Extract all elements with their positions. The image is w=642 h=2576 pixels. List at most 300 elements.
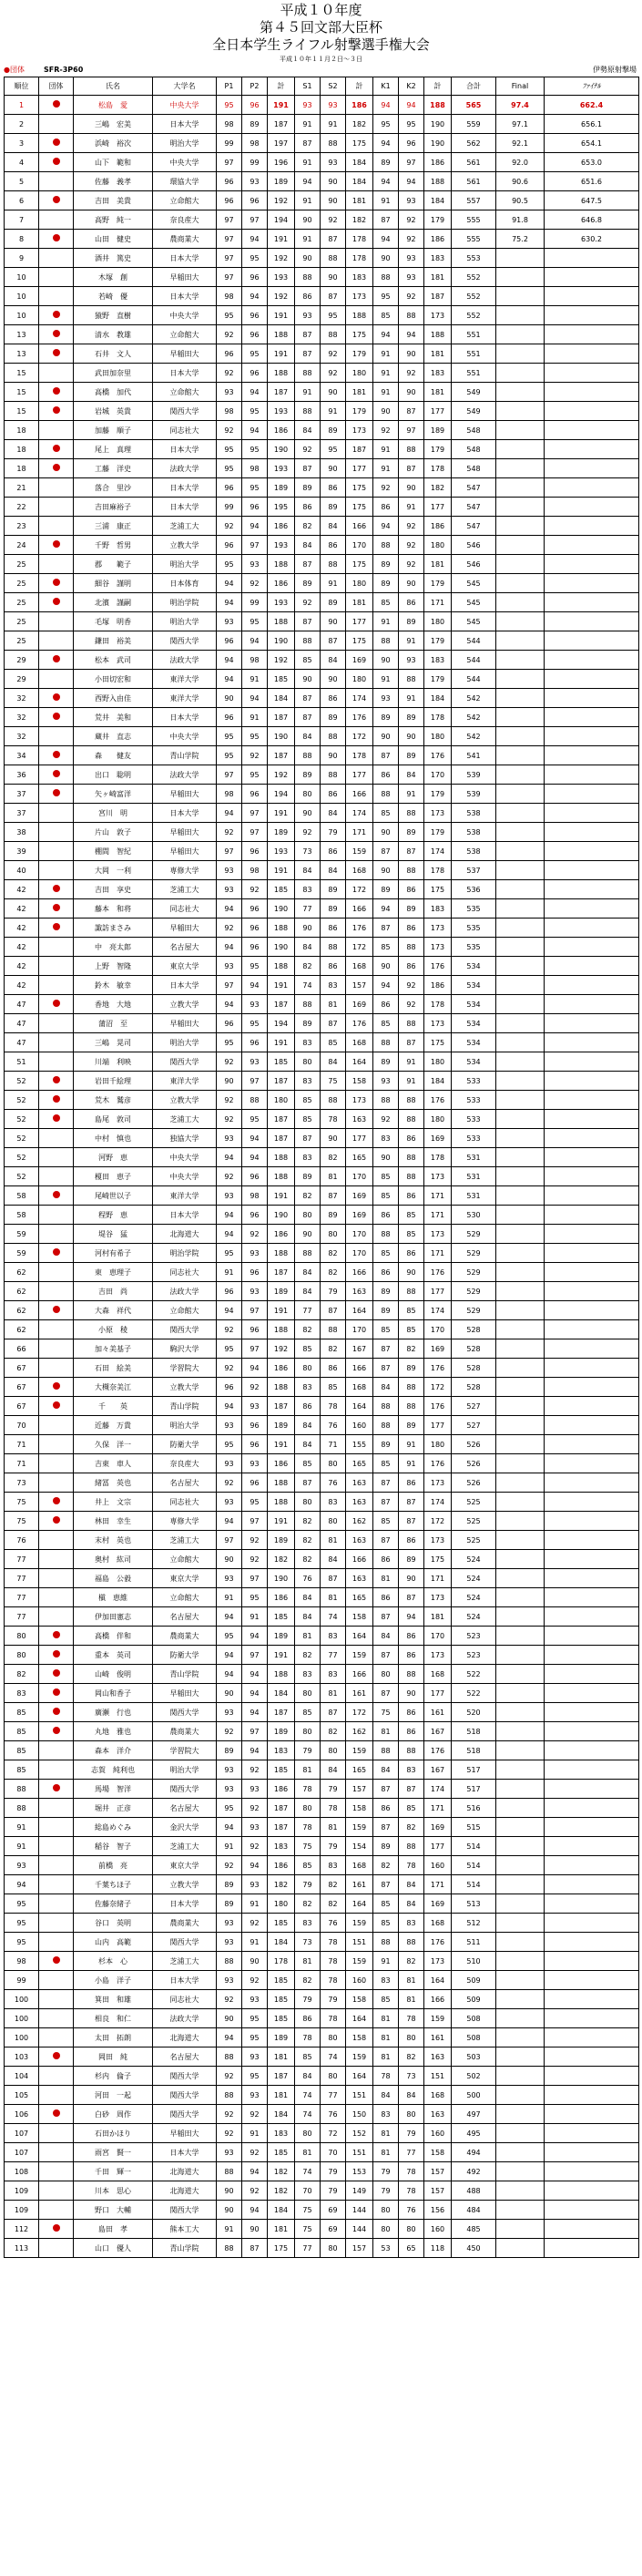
rank-cell: 10 bbox=[5, 287, 39, 306]
score-cell: 86 bbox=[321, 785, 346, 804]
score-cell: 87 bbox=[295, 459, 321, 478]
score-cell: 95 bbox=[217, 1435, 242, 1454]
score-cell: 86 bbox=[295, 1397, 321, 1416]
score-cell: 92 bbox=[399, 517, 424, 536]
score-cell: 88 bbox=[399, 1091, 424, 1110]
score-cell: 182 bbox=[424, 478, 452, 498]
total-cell: 528 bbox=[452, 1378, 496, 1397]
score-cell: 95 bbox=[321, 440, 346, 459]
score-cell: 78 bbox=[321, 1799, 346, 1818]
score-cell: 166 bbox=[346, 1550, 373, 1569]
score-cell: 89 bbox=[373, 1435, 399, 1454]
score-cell: 188 bbox=[268, 1148, 295, 1167]
score-cell: 90 bbox=[399, 344, 424, 364]
team-cell bbox=[39, 440, 74, 459]
score-cell: 159 bbox=[346, 842, 373, 861]
score-cell: 81 bbox=[373, 1569, 399, 1588]
score-cell: 88 bbox=[373, 1225, 399, 1244]
name-cell: 蒲沼 至 bbox=[74, 1014, 153, 1033]
total-cell: 524 bbox=[452, 1588, 496, 1607]
name-cell: 吉田 尚 bbox=[74, 1282, 153, 1301]
score-cell: 83 bbox=[373, 1129, 399, 1148]
score-cell: 92 bbox=[242, 1531, 268, 1550]
score-cell: 91 bbox=[217, 2220, 242, 2239]
score-cell: 88 bbox=[321, 1091, 346, 1110]
total-cell: 542 bbox=[452, 689, 496, 708]
score-cell: 191 bbox=[268, 804, 295, 823]
score-cell: 166 bbox=[424, 1990, 452, 2009]
score-cell: 151 bbox=[346, 2086, 373, 2105]
score-cell: 194 bbox=[268, 785, 295, 804]
score-cell: 186 bbox=[268, 1359, 295, 1378]
grand-total-cell bbox=[545, 1818, 639, 1837]
score-cell: 177 bbox=[346, 1129, 373, 1148]
score-cell: 193 bbox=[268, 536, 295, 555]
team-cell bbox=[39, 1952, 74, 1971]
school-cell: 北海道大 bbox=[153, 2162, 217, 2181]
name-cell: 吉田麻裕子 bbox=[74, 498, 153, 517]
total-cell: 557 bbox=[452, 191, 496, 210]
team-cell bbox=[39, 2181, 74, 2201]
score-cell: 191 bbox=[268, 1301, 295, 1320]
team-cell bbox=[39, 1914, 74, 1933]
grand-total-cell bbox=[545, 1531, 639, 1550]
name-cell: 中 亮太郎 bbox=[74, 938, 153, 957]
score-cell: 157 bbox=[424, 2181, 452, 2201]
grand-total-cell bbox=[545, 1014, 639, 1033]
score-cell: 159 bbox=[346, 1952, 373, 1971]
team-cell bbox=[39, 1454, 74, 1473]
name-cell: 石田かほり bbox=[74, 2124, 153, 2143]
name-cell: 重本 英司 bbox=[74, 1646, 153, 1665]
team-cell bbox=[39, 1072, 74, 1091]
grand-total-cell bbox=[545, 1799, 639, 1818]
school-cell: 中央大学 bbox=[153, 1167, 217, 1186]
grand-total-cell bbox=[545, 1435, 639, 1454]
final-cell bbox=[496, 344, 545, 364]
score-cell: 86 bbox=[373, 765, 399, 785]
name-cell: 荒木 鷲彦 bbox=[74, 1091, 153, 1110]
team-cell bbox=[39, 2086, 74, 2105]
name-cell: 佐藤 義孝 bbox=[74, 172, 153, 191]
team-cell bbox=[39, 1550, 74, 1569]
score-cell: 93 bbox=[321, 153, 346, 172]
score-cell: 96 bbox=[242, 899, 268, 919]
score-cell: 174 bbox=[424, 1493, 452, 1512]
score-cell: 82 bbox=[373, 1856, 399, 1875]
score-cell: 92 bbox=[217, 2124, 242, 2143]
team-dot-icon bbox=[53, 1650, 60, 1657]
score-cell: 89 bbox=[321, 421, 346, 440]
team-cell bbox=[39, 1339, 74, 1359]
score-cell: 74 bbox=[295, 976, 321, 995]
team-dot-icon bbox=[53, 579, 60, 586]
score-cell: 91 bbox=[295, 230, 321, 249]
final-cell bbox=[496, 2181, 545, 2201]
team-cell bbox=[39, 1665, 74, 1684]
score-cell: 85 bbox=[399, 1225, 424, 1244]
table-row bbox=[5, 1378, 639, 1397]
name-cell: 落合 里沙 bbox=[74, 478, 153, 498]
score-cell: 186 bbox=[268, 574, 295, 593]
table-row bbox=[5, 1091, 639, 1110]
score-cell: 91 bbox=[373, 612, 399, 631]
rank-cell: 71 bbox=[5, 1435, 39, 1454]
score-cell: 95 bbox=[217, 96, 242, 115]
school-cell: 明治大学 bbox=[153, 1416, 217, 1435]
name-cell: 島尾 敦司 bbox=[74, 1110, 153, 1129]
score-cell: 91 bbox=[242, 708, 268, 727]
score-cell: 85 bbox=[295, 1339, 321, 1359]
score-cell: 174 bbox=[424, 1780, 452, 1799]
score-cell: 160 bbox=[346, 1971, 373, 1990]
score-cell: 92 bbox=[242, 1799, 268, 1818]
score-cell: 179 bbox=[424, 210, 452, 230]
score-cell: 92 bbox=[217, 1722, 242, 1741]
score-cell: 173 bbox=[424, 306, 452, 325]
grand-total-cell bbox=[545, 555, 639, 574]
score-cell: 91 bbox=[295, 383, 321, 402]
rank-cell: 66 bbox=[5, 1339, 39, 1359]
grand-total-cell bbox=[545, 1416, 639, 1435]
school-cell: 早稲田大 bbox=[153, 344, 217, 364]
score-cell: 179 bbox=[346, 402, 373, 421]
score-cell: 92 bbox=[242, 1378, 268, 1397]
rank-cell: 32 bbox=[5, 708, 39, 727]
score-cell: 187 bbox=[268, 1818, 295, 1837]
score-cell: 170 bbox=[424, 765, 452, 785]
school-cell: 芝浦工大 bbox=[153, 1531, 217, 1550]
table-row bbox=[5, 1454, 639, 1473]
score-cell: 88 bbox=[399, 1665, 424, 1684]
team-cell bbox=[39, 134, 74, 153]
team-dot-icon bbox=[53, 751, 60, 758]
score-cell: 79 bbox=[373, 2162, 399, 2181]
score-cell: 80 bbox=[399, 2028, 424, 2047]
score-cell: 84 bbox=[373, 1378, 399, 1397]
final-cell bbox=[496, 1339, 545, 1359]
school-cell: 中央大学 bbox=[153, 153, 217, 172]
score-cell: 93 bbox=[217, 1416, 242, 1435]
name-cell: 末村 英也 bbox=[74, 1531, 153, 1550]
score-cell: 180 bbox=[424, 536, 452, 555]
score-cell: 83 bbox=[295, 1148, 321, 1167]
grand-total-cell bbox=[545, 1493, 639, 1512]
column-header: P2 bbox=[242, 77, 268, 96]
score-cell: 89 bbox=[373, 1301, 399, 1320]
score-cell: 151 bbox=[424, 2067, 452, 2086]
score-cell: 98 bbox=[217, 402, 242, 421]
score-cell: 90 bbox=[399, 574, 424, 593]
score-cell: 166 bbox=[346, 1263, 373, 1282]
score-cell: 92 bbox=[242, 1225, 268, 1244]
final-cell bbox=[496, 651, 545, 670]
name-cell: 千野 哲男 bbox=[74, 536, 153, 555]
score-cell: 84 bbox=[295, 1282, 321, 1301]
score-cell: 94 bbox=[217, 1512, 242, 1531]
grand-total-cell bbox=[545, 1033, 639, 1052]
column-header: ﾌｧｲﾅﾙ bbox=[545, 77, 639, 96]
score-cell: 184 bbox=[424, 1072, 452, 1091]
score-cell: 93 bbox=[217, 1703, 242, 1722]
table-row bbox=[5, 1186, 639, 1206]
team-cell bbox=[39, 880, 74, 899]
name-cell: 三嶋 晃司 bbox=[74, 1033, 153, 1052]
score-cell: 81 bbox=[321, 995, 346, 1014]
score-cell: 90 bbox=[321, 191, 346, 210]
score-cell: 93 bbox=[242, 1282, 268, 1301]
title-year: 平成１０年度 bbox=[280, 2, 362, 18]
score-cell: 95 bbox=[242, 440, 268, 459]
score-cell: 83 bbox=[399, 1760, 424, 1780]
grand-total-cell bbox=[545, 1072, 639, 1091]
table-row bbox=[5, 383, 639, 402]
total-cell: 546 bbox=[452, 536, 496, 555]
score-cell: 178 bbox=[424, 1148, 452, 1167]
score-cell: 93 bbox=[373, 1072, 399, 1091]
school-cell: 早稲田大 bbox=[153, 2124, 217, 2143]
score-cell: 87 bbox=[373, 1818, 399, 1837]
team-cell bbox=[39, 230, 74, 249]
grand-total-cell: 662.4 bbox=[545, 96, 639, 115]
grand-total-cell bbox=[545, 1684, 639, 1703]
rank-cell: 109 bbox=[5, 2201, 39, 2220]
score-cell: 89 bbox=[217, 1741, 242, 1760]
score-cell: 183 bbox=[424, 899, 452, 919]
team-cell bbox=[39, 1856, 74, 1875]
score-cell: 94 bbox=[399, 172, 424, 191]
score-cell: 94 bbox=[242, 230, 268, 249]
grand-total-cell bbox=[545, 823, 639, 842]
score-cell: 82 bbox=[321, 1894, 346, 1914]
name-cell: 石井 文人 bbox=[74, 344, 153, 364]
score-cell: 173 bbox=[424, 804, 452, 823]
score-cell: 80 bbox=[321, 1225, 346, 1244]
score-cell: 83 bbox=[295, 1033, 321, 1052]
total-cell: 538 bbox=[452, 823, 496, 842]
grand-total-cell bbox=[545, 1225, 639, 1244]
score-cell: 168 bbox=[346, 1378, 373, 1397]
final-cell bbox=[496, 899, 545, 919]
name-cell: 島田 孝 bbox=[74, 2220, 153, 2239]
grand-total-cell bbox=[545, 2239, 639, 2258]
score-cell: 92 bbox=[242, 1837, 268, 1856]
score-cell: 84 bbox=[295, 727, 321, 746]
team-cell bbox=[39, 1052, 74, 1072]
table-row bbox=[5, 1416, 639, 1435]
rank-cell: 91 bbox=[5, 1837, 39, 1856]
rank-cell: 37 bbox=[5, 785, 39, 804]
final-cell: 90.6 bbox=[496, 172, 545, 191]
total-cell: 555 bbox=[452, 210, 496, 230]
score-cell: 86 bbox=[295, 287, 321, 306]
total-cell: 548 bbox=[452, 421, 496, 440]
score-cell: 83 bbox=[321, 976, 346, 995]
rank-cell: 13 bbox=[5, 344, 39, 364]
score-cell: 163 bbox=[346, 1569, 373, 1588]
score-cell: 187 bbox=[268, 708, 295, 727]
table-row bbox=[5, 1206, 639, 1225]
score-cell: 94 bbox=[242, 1359, 268, 1378]
score-cell: 89 bbox=[217, 1875, 242, 1894]
score-cell: 80 bbox=[321, 1454, 346, 1473]
score-cell: 87 bbox=[321, 230, 346, 249]
name-cell: 香地 大地 bbox=[74, 995, 153, 1014]
score-cell: 89 bbox=[295, 1167, 321, 1186]
score-cell: 95 bbox=[242, 402, 268, 421]
name-cell: 岡田 純 bbox=[74, 2047, 153, 2067]
score-cell: 168 bbox=[346, 861, 373, 880]
team-cell bbox=[39, 402, 74, 421]
score-cell: 89 bbox=[373, 1052, 399, 1072]
score-cell: 91 bbox=[295, 115, 321, 134]
score-cell: 95 bbox=[242, 478, 268, 498]
final-cell bbox=[496, 1933, 545, 1952]
score-cell: 166 bbox=[346, 899, 373, 919]
name-cell: 諏訪まさみ bbox=[74, 919, 153, 938]
name-cell: 丸地 雅也 bbox=[74, 1722, 153, 1741]
total-cell: 516 bbox=[452, 1799, 496, 1818]
score-cell: 189 bbox=[268, 1627, 295, 1646]
score-cell: 187 bbox=[268, 2067, 295, 2086]
score-cell: 83 bbox=[295, 880, 321, 899]
team-dot-icon bbox=[53, 1248, 60, 1256]
score-cell: 83 bbox=[295, 1378, 321, 1397]
score-cell: 186 bbox=[424, 976, 452, 995]
final-cell bbox=[496, 1186, 545, 1206]
score-cell: 191 bbox=[268, 96, 295, 115]
team-cell bbox=[39, 1473, 74, 1493]
score-cell: 80 bbox=[321, 2239, 346, 2258]
score-cell: 92 bbox=[321, 344, 346, 364]
score-cell: 90 bbox=[321, 383, 346, 402]
score-cell: 78 bbox=[321, 1971, 346, 1990]
rank-cell: 100 bbox=[5, 2009, 39, 2028]
rank-cell: 52 bbox=[5, 1167, 39, 1186]
score-cell: 172 bbox=[346, 1703, 373, 1722]
score-cell: 179 bbox=[424, 670, 452, 689]
score-cell: 94 bbox=[217, 1818, 242, 1837]
score-cell: 188 bbox=[424, 172, 452, 191]
rank-cell: 105 bbox=[5, 2086, 39, 2105]
name-cell: 細谷 謹明 bbox=[74, 574, 153, 593]
name-cell: 吉田 美貴 bbox=[74, 191, 153, 210]
score-cell: 88 bbox=[399, 1397, 424, 1416]
score-cell: 80 bbox=[373, 2220, 399, 2239]
score-cell: 92 bbox=[399, 364, 424, 383]
total-cell: 535 bbox=[452, 919, 496, 938]
team-cell bbox=[39, 785, 74, 804]
table-row bbox=[5, 1493, 639, 1512]
rank-cell: 95 bbox=[5, 1894, 39, 1914]
rank-cell: 62 bbox=[5, 1263, 39, 1282]
total-cell: 552 bbox=[452, 268, 496, 287]
school-cell: 関西大学 bbox=[153, 1703, 217, 1722]
score-cell: 183 bbox=[424, 364, 452, 383]
team-cell bbox=[39, 1320, 74, 1339]
score-cell: 79 bbox=[295, 1741, 321, 1760]
team-cell bbox=[39, 1263, 74, 1282]
grand-total-cell bbox=[545, 2028, 639, 2047]
grand-total-cell: 651.6 bbox=[545, 172, 639, 191]
score-cell: 174 bbox=[424, 842, 452, 861]
score-cell: 94 bbox=[217, 938, 242, 957]
score-cell: 81 bbox=[295, 1627, 321, 1646]
total-cell: 503 bbox=[452, 2047, 496, 2067]
score-cell: 97 bbox=[217, 153, 242, 172]
score-cell: 193 bbox=[268, 459, 295, 478]
team-cell bbox=[39, 823, 74, 842]
table-row bbox=[5, 325, 639, 344]
total-cell: 555 bbox=[452, 230, 496, 249]
school-cell: 学習院大 bbox=[153, 1359, 217, 1378]
final-cell bbox=[496, 2143, 545, 2162]
grand-total-cell bbox=[545, 593, 639, 612]
school-cell: 立命館大 bbox=[153, 383, 217, 402]
grand-total-cell bbox=[545, 287, 639, 306]
score-cell: 193 bbox=[268, 402, 295, 421]
score-cell: 87 bbox=[295, 1473, 321, 1493]
score-cell: 81 bbox=[373, 2028, 399, 2047]
table-row bbox=[5, 938, 639, 957]
school-cell: 明治学院 bbox=[153, 593, 217, 612]
score-cell: 87 bbox=[321, 287, 346, 306]
score-cell: 159 bbox=[346, 1741, 373, 1760]
total-cell: 529 bbox=[452, 1225, 496, 1244]
score-cell: 178 bbox=[346, 249, 373, 268]
score-cell: 90 bbox=[242, 1952, 268, 1971]
score-cell: 94 bbox=[217, 670, 242, 689]
name-cell: 森 健友 bbox=[74, 746, 153, 765]
school-cell: 芝浦工大 bbox=[153, 880, 217, 899]
score-cell: 99 bbox=[217, 498, 242, 517]
score-cell: 85 bbox=[373, 306, 399, 325]
score-cell: 91 bbox=[373, 191, 399, 210]
team-dot-icon bbox=[53, 1631, 60, 1638]
table-row bbox=[5, 1646, 639, 1665]
table-row bbox=[5, 96, 639, 115]
score-cell: 92 bbox=[295, 823, 321, 842]
score-cell: 88 bbox=[399, 861, 424, 880]
school-cell: 同志社大 bbox=[153, 899, 217, 919]
score-cell: 176 bbox=[424, 1359, 452, 1378]
column-header: 大学名 bbox=[153, 77, 217, 96]
score-cell: 85 bbox=[373, 1167, 399, 1186]
team-cell bbox=[39, 287, 74, 306]
team-cell bbox=[39, 1818, 74, 1837]
table-row bbox=[5, 957, 639, 976]
team-cell bbox=[39, 498, 74, 517]
rank-cell: 59 bbox=[5, 1225, 39, 1244]
score-cell: 163 bbox=[346, 1110, 373, 1129]
score-cell: 88 bbox=[295, 995, 321, 1014]
score-cell: 94 bbox=[217, 1646, 242, 1665]
score-cell: 76 bbox=[321, 1416, 346, 1435]
name-cell: 山下 範和 bbox=[74, 153, 153, 172]
score-cell: 74 bbox=[295, 2105, 321, 2124]
rank-cell: 91 bbox=[5, 1818, 39, 1837]
grand-total-cell bbox=[545, 1875, 639, 1894]
grand-total-cell bbox=[545, 919, 639, 938]
column-header: 合計 bbox=[452, 77, 496, 96]
column-header: S1 bbox=[295, 77, 321, 96]
score-cell: 90 bbox=[321, 172, 346, 191]
final-cell bbox=[496, 1033, 545, 1052]
grand-total-cell bbox=[545, 1627, 639, 1646]
final-cell bbox=[496, 2239, 545, 2258]
table-row bbox=[5, 1339, 639, 1359]
score-cell: 89 bbox=[242, 115, 268, 134]
